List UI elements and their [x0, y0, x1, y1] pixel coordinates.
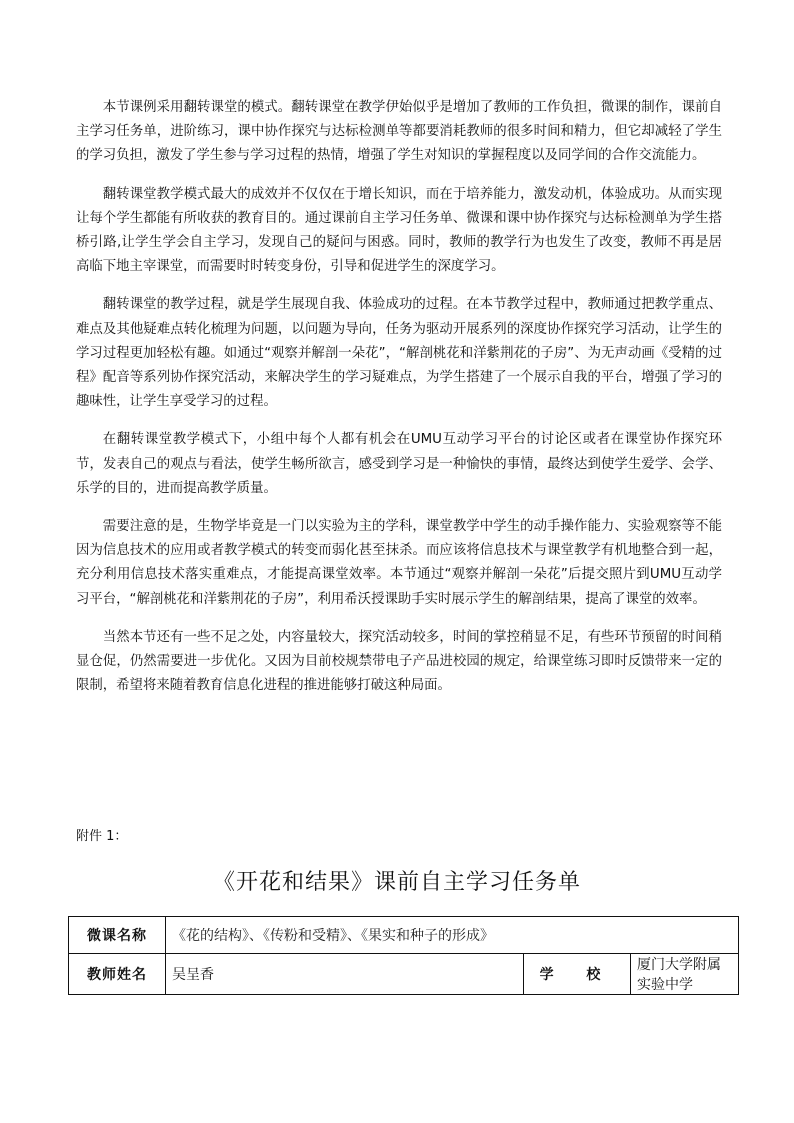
microlesson-name-value: 《花的结构》、《传粉和受精》、《果实和种子的形成》 [166, 917, 739, 954]
teacher-name-value: 吴呈香 [166, 954, 524, 995]
paragraph-1: 本节课例采用翻转课堂的模式。翻转课堂在教学伊始似乎是增加了教师的工作负担，微课的制作，课前自主学习任务单，进阶练习，课中协作探究与达标检测单等都要消耗教师的很多时间和精力，但它却减轻了学生的学习负担，激发了学生参与学习过程的热情，增强了学生对知识的掌握程度以及同学间的合作交流能力。 [76, 100, 722, 164]
attachment-label: 附件 1： [76, 829, 128, 844]
paragraph-6: 当然本节还有一些不足之处，内容量较大，探究活动较多，时间的掌控稍显不足，有些环节预留的时间稍显仓促，仍然需要进一步优化。又因为目前校规禁带电子产品进校园的规定，给课堂练习即时反馈带来一定的限制，希望将来随着教育信息化进程的推进能够打破这种局面。 [76, 629, 722, 694]
teacher-name-label: 教师姓名 [69, 954, 166, 995]
table-row [69, 917, 739, 954]
task-info-table [68, 916, 739, 995]
paragraph-2: 翻转课堂教学模式最大的成效并不仅仅在于增长知识，而在于培养能力，激发动机，体验成功。从而实现让每个学生都能有所收获的教育目的。通过课前自主学习任务单、微课和课中协作探究与达标检测单为学生搭桥引路,让学生学会自主学习，发现自己的疑问与困惑。同时，教师的教学行为也发生了改变，教师不再是居高临下地主宰课堂，而需要时时转变身份，引导和促进学生的深度学习。 [76, 186, 722, 275]
document-title: 《开花和结果》课前自主学习任务单 [212, 870, 581, 895]
school-label: 学 校 [524, 954, 631, 995]
reflection-body [76, 96, 722, 712]
table-row [69, 954, 739, 995]
paragraph-3: 翻转课堂的教学过程，就是学生展现自我、体验成功的过程。在本节教学过程中，教师通过把教学重点、难点及其他疑难点转化梳理为问题，以问题为导向，任务为驱动开展系列的深度协作探究学习活动，让学生的学习过程更加轻松有趣。如通过“观察并解剖一朵花”，“解剖桃花和洋紫荆花的子房”、为无声动画《受精的过程》配音等系列协作探究活动，来解决学生的学习疑难点，为学生搭建了一个展示自我的平台，增强了学习的趣味性，让学生享受学习的过程。 [76, 297, 722, 410]
paragraph-5: 需要注意的是，生物学毕竟是一门以实验为主的学科，课堂教学中学生的动手操作能力、实验观察等不能因为信息技术的应用或者教学模式的转变而弱化甚至抹杀。而应该将信息技术与课堂教学有机地整合到一起，充分利用信息技术落实重难点，才能提高课堂效率。本节通过“观察并解剖一朵花”后提交照片到UMU互动学习平台，“解剖桃花和洋紫荆花的子房”，利用希沃授课助手实时展示学生的解剖结果，提高了课堂的效率。 [76, 519, 722, 607]
microlesson-name-label: 微课名称 [69, 917, 166, 954]
school-value: 厦门大学附属实验中学 [631, 954, 739, 995]
paragraph-4: 在翻转课堂教学模式下，小组中每个人都有机会在UMU互动学习平台的讨论区或者在课堂协作探究环节，发表自己的观点与看法，使学生畅所欲言，感受到学习是一种愉快的事情，最终达到使学生爱学、会学、乐学的目的，进而提高教学质量。 [76, 432, 722, 496]
